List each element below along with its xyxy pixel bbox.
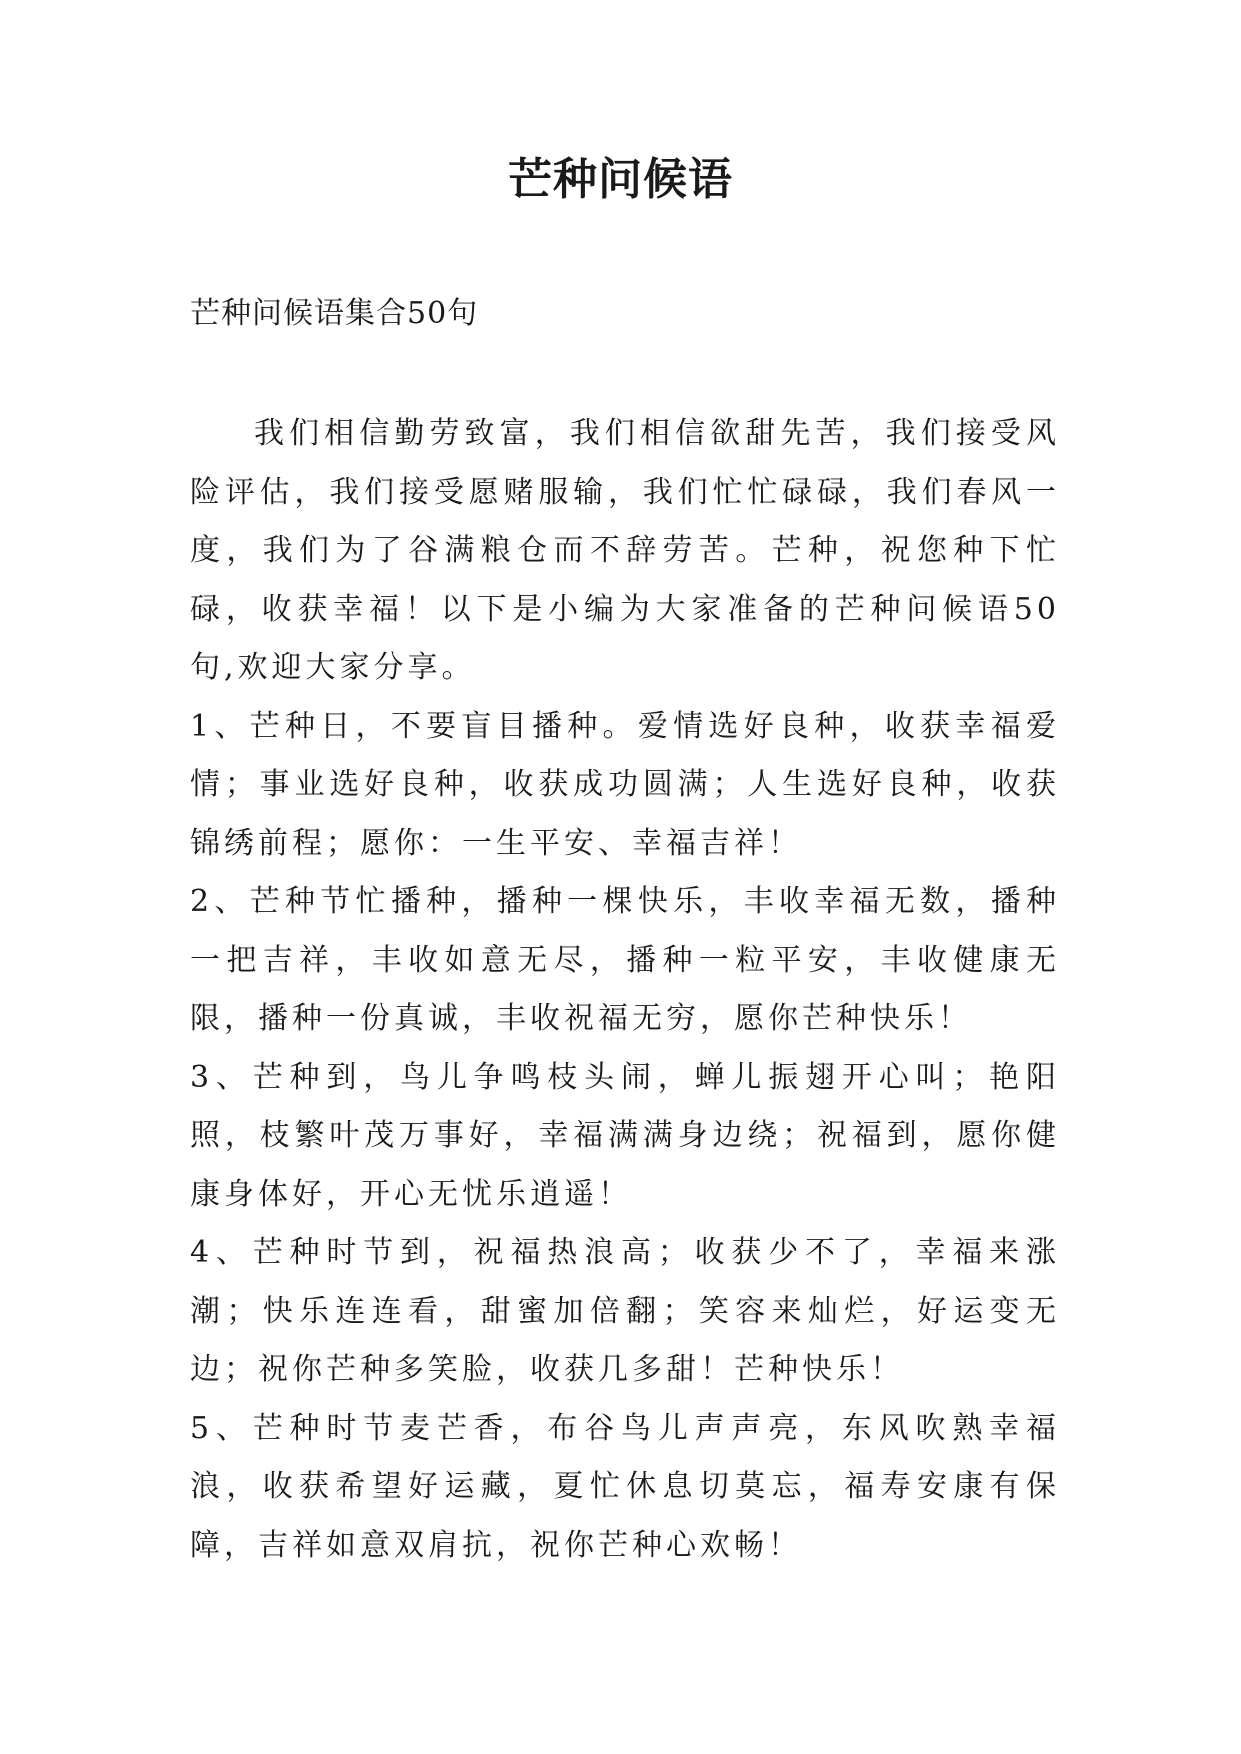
list-item: 3、芒种到，鸟儿争鸣枝头闹，蝉儿振翅开心叫；艳阳照，枝繁叶茂万事好，幸福满满身边绕；祝福到，愿你健康身体好，开心无忧乐逍遥！ — [190, 1059, 1060, 1212]
page-subtitle: 芒种问候语集合50句 — [190, 296, 479, 331]
list-item: 5、芒种时节麦芒香，布谷鸟儿声声亮，东风吹熟幸福浪，收获希望好运藏，夏忙休息切莫忘，福寿安康有保障，吉祥如意双肩抗，祝你芒种心欢畅！ — [190, 1410, 1060, 1563]
intro-paragraph: 我们相信勤劳致富，我们相信欲甜先苦，我们接受风险评估，我们接受愿赌服输，我们忙忙碌碌，我们春风一度，我们为了谷满粮仓而不辞劳苦。芒种，祝您种下忙碌，收获幸福！以下是小编为大家准备的芒种问候语50句,欢迎大家分享。 — [190, 416, 1060, 685]
body-text — [190, 405, 1060, 1575]
list-item: 4、芒种时节到，祝福热浪高；收获少不了，幸福来涨潮；快乐连连看，甜蜜加倍翻；笑容来灿烂，好运变无边；祝你芒种多笑脸，收获几多甜！芒种快乐！ — [190, 1235, 1060, 1387]
list-item: 1、芒种日，不要盲目播种。爱情选好良种，收获幸福爱情；事业选好良种，收获成功圆满；人生选好良种，收获锦绣前程；愿你：一生平安、幸福吉祥！ — [190, 708, 1060, 861]
page-title: 芒种问候语 — [508, 154, 733, 205]
list-item: 2、芒种节忙播种，播种一棵快乐，丰收幸福无数，播种一把吉祥，丰收如意无尽，播种一粒平安，丰收健康无限，播种一份真诚，丰收祝福无穷，愿你芒种快乐！ — [190, 884, 1060, 1036]
